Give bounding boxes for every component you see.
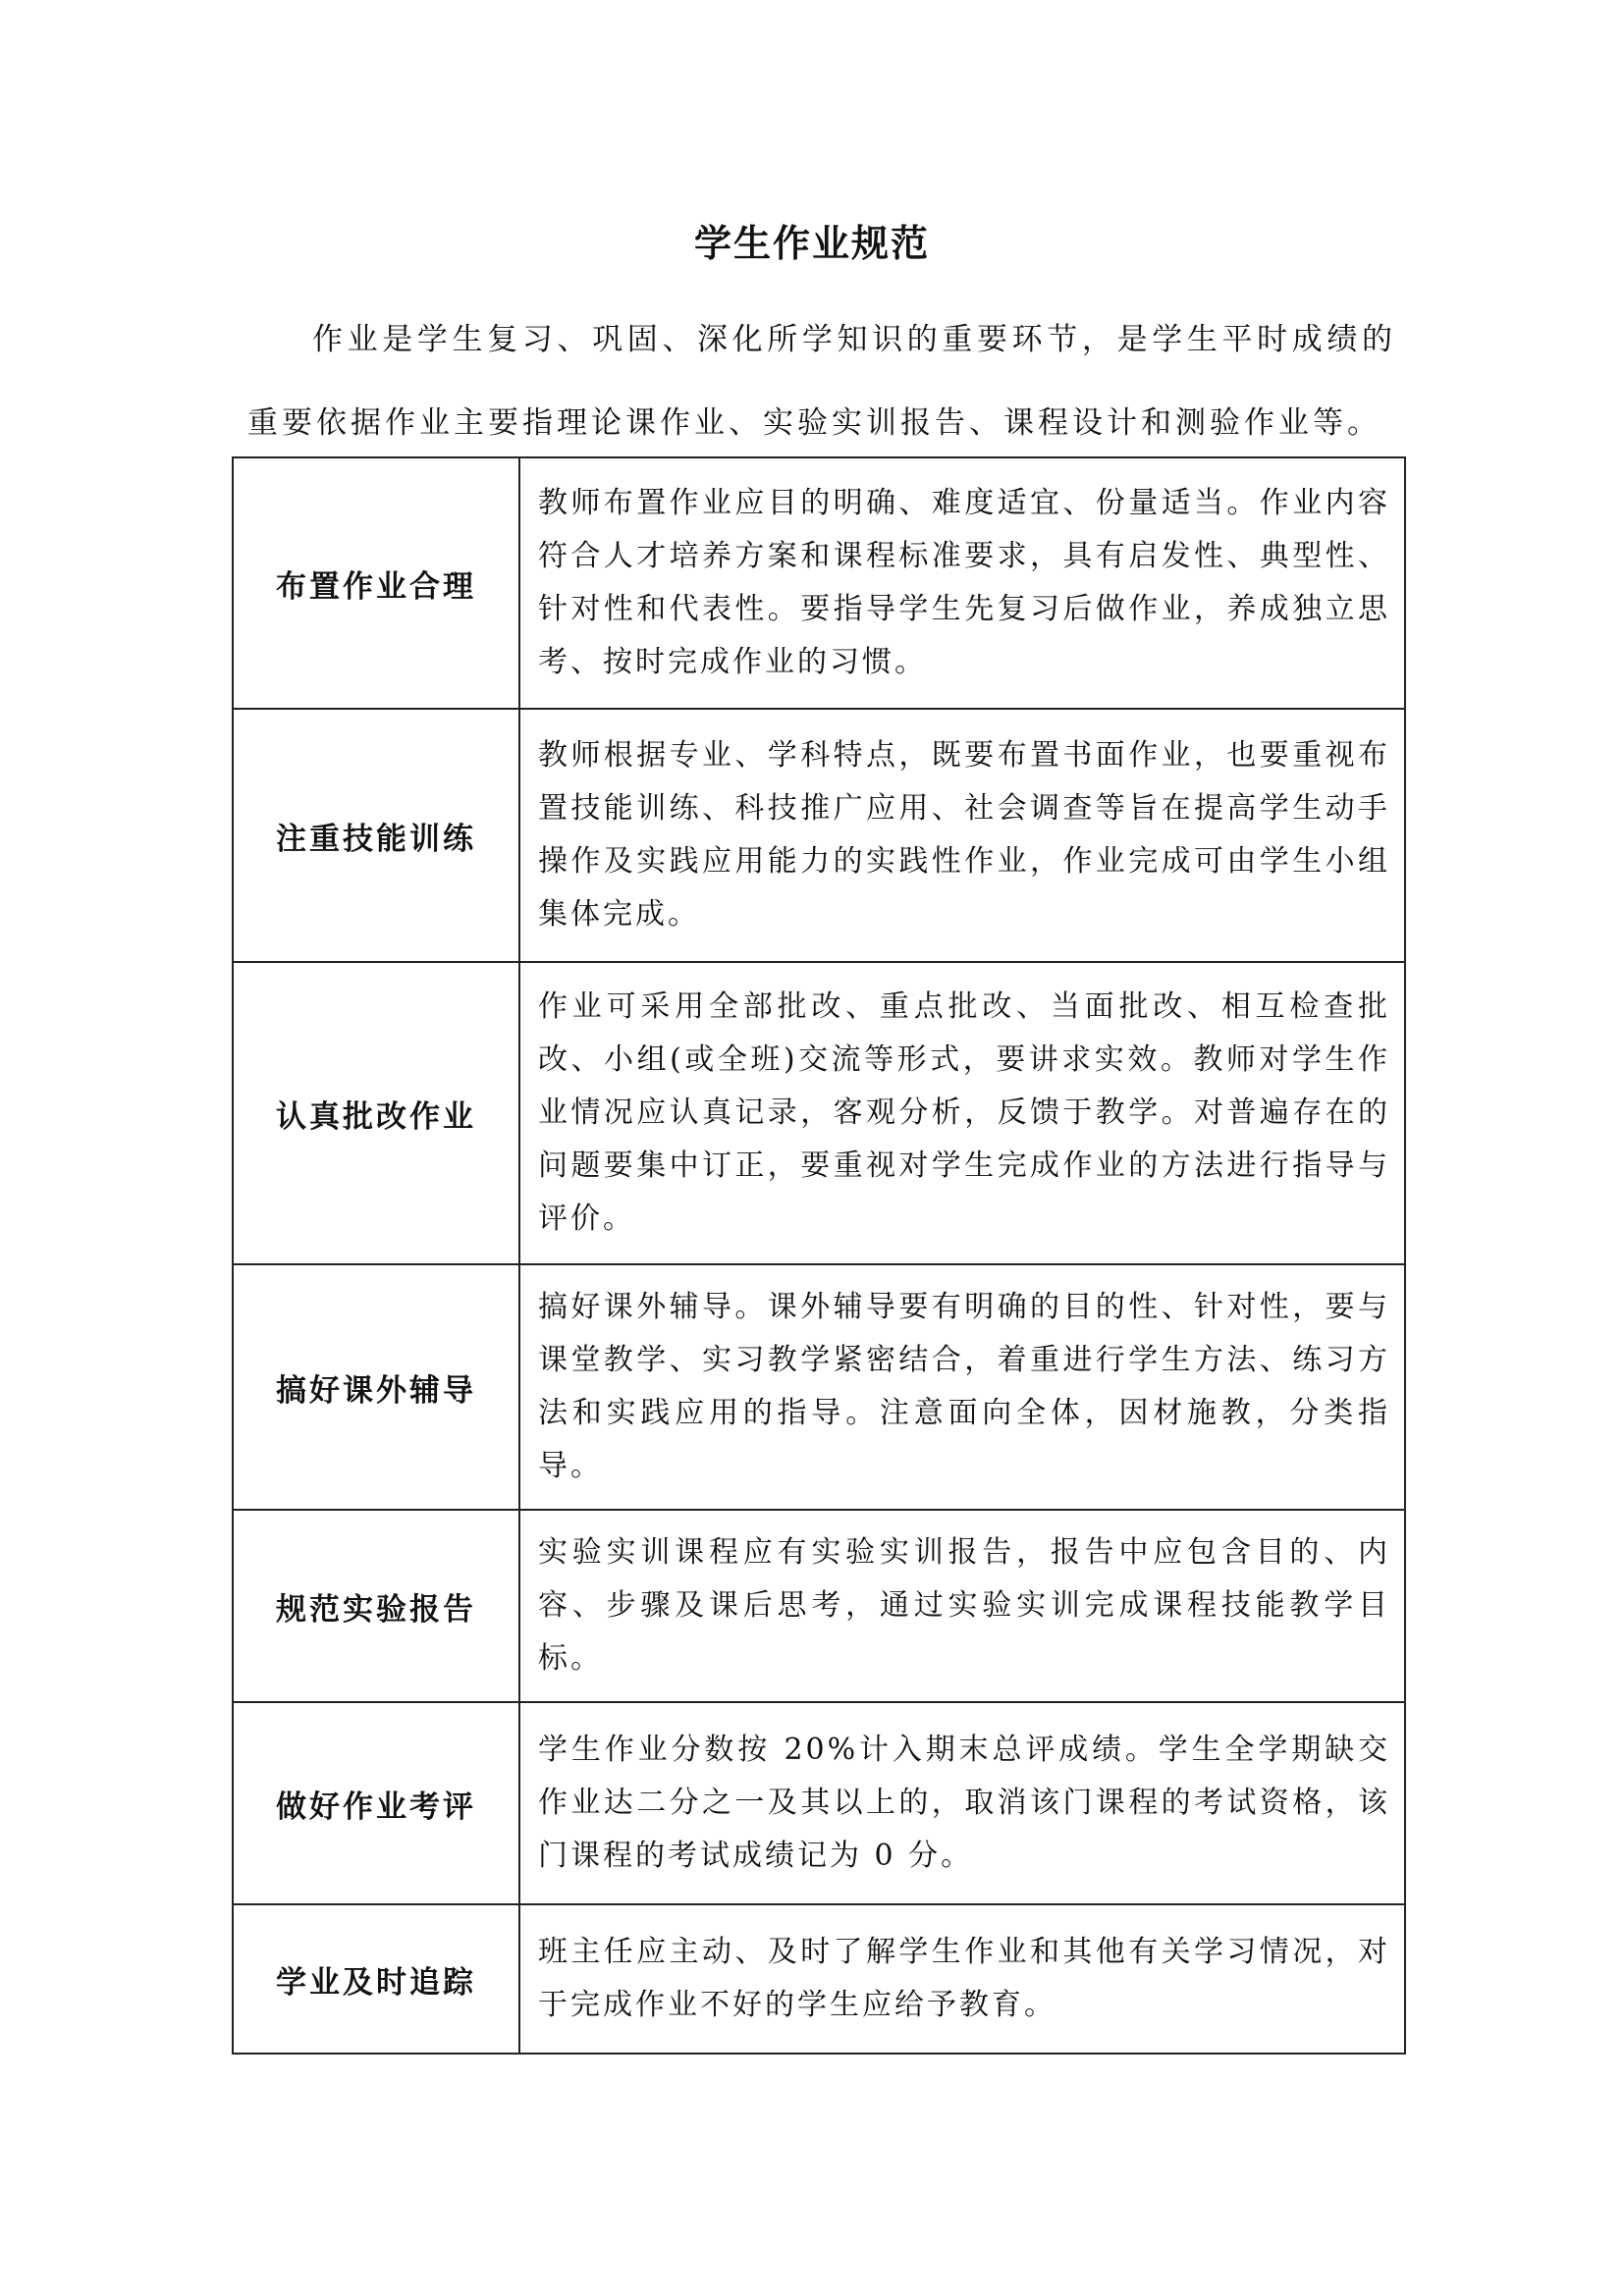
- row-label: 认真批改作业: [233, 962, 519, 1264]
- row-label: 做好作业考评: [233, 1702, 519, 1904]
- row-label: 学业及时追踪: [233, 1904, 519, 2054]
- table-row: [233, 709, 1405, 962]
- row-label: 规范实验报告: [233, 1510, 519, 1702]
- row-content: 教师根据专业、学科特点，既要布置书面作业，也要重视布置技能训练、科技推广应用、社会调查等旨在提高学生动手操作及实践应用能力的实践性作业，作业完成可由学生小组集体完成。: [519, 709, 1405, 962]
- row-label: 注重技能训练: [233, 709, 519, 962]
- table-row: [233, 1904, 1405, 2054]
- row-content: 学生作业分数按 20%计入期末总评成绩。学生全学期缺交作业达二分之一及其以上的，取消该门课程的考试资格，该门课程的考试成绩记为 0 分。: [519, 1702, 1405, 1904]
- table-row: [233, 457, 1405, 709]
- row-content: 班主任应主动、及时了解学生作业和其他有关学习情况，对于完成作业不好的学生应给予教育。: [519, 1904, 1405, 2054]
- table-row: [233, 1510, 1405, 1702]
- row-content: 教师布置作业应目的明确、难度适宜、份量适当。作业内容符合人才培养方案和课程标准要求，具有启发性、典型性、针对性和代表性。要指导学生先复习后做作业，养成独立思考、按时完成作业的习惯。: [519, 457, 1405, 709]
- table-row: [233, 962, 1405, 1264]
- table-row: [233, 1264, 1405, 1510]
- row-content: 搞好课外辅导。课外辅导要有明确的目的性、针对性，要与课堂教学、实习教学紧密结合，着重进行学生方法、练习方法和实践应用的指导。注意面向全体，因材施教，分类指导。: [519, 1264, 1405, 1510]
- page-title: 学生作业规范: [693, 222, 930, 265]
- homework-rules-table: [232, 456, 1406, 2055]
- row-content: 作业可采用全部批改、重点批改、当面批改、相互检查批改、小组(或全班)交流等形式，要讲求实效。教师对学生作业情况应认真记录，客观分析，反馈于教学。对普遍存在的问题要集中订正，要重视对学生完成作业的方法进行指导与评价。: [519, 962, 1405, 1264]
- table-row: [233, 1702, 1405, 1904]
- row-label: 搞好课外辅导: [233, 1264, 519, 1510]
- intro-paragraph: 作业是学生复习、巩固、深化所学知识的重要环节，是学生平时成绩的重要依据作业主要指理论课作业、实验实训报告、课程设计和测验作业等。: [247, 322, 1396, 441]
- row-content: 实验实训课程应有实验实训报告，报告中应包含目的、内容、步骤及课后思考，通过实验实训完成课程技能教学目标。: [519, 1510, 1405, 1702]
- row-label: 布置作业合理: [233, 457, 519, 709]
